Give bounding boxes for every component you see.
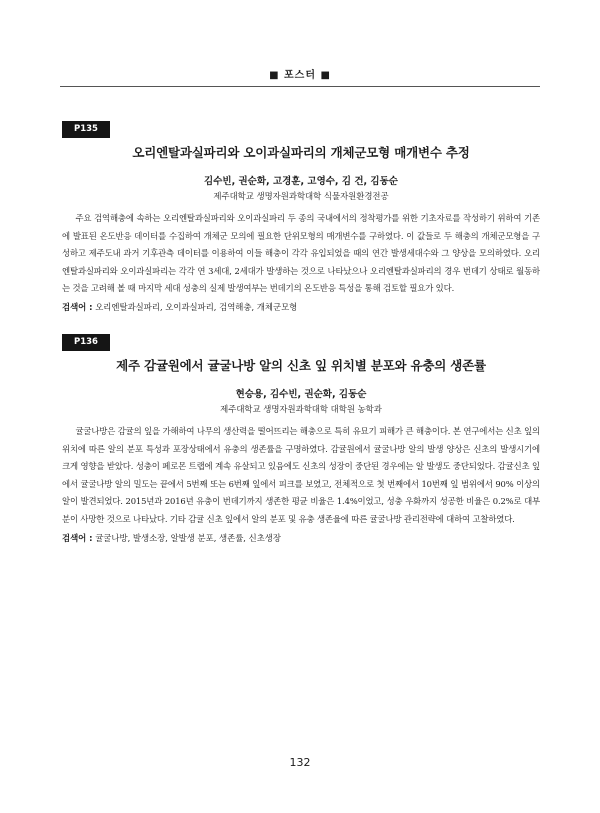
abstract-body: 주요 검역해충에 속하는 오리엔탈과실파리와 오이과실파리 두 종의 국내에서의 정착평가를 위한 기초자료를 작성하기 위하여 기존에 발표된 온도반응 데이터를 수집하여 개체군 모의에 필요한 단위모형의 매개변수를 구하였다. 이 값들로 두 해충의 개체군모형을 구성하고 제주도내 과거 기후관측 데이터를 이용하여 이들 해충이 각각 유입되었을 때의 연간 발생세대수와 그 양상을 모의하였다. 오리엔탈과실파리와 오이과실파리는 각각 연 3세대, 2세대가 발생하는 것으로 나타났으나 오리엔탈과실파리의 경우 번데기 상태로 월동하는 것을 고려해 볼 때 마지막 세대 성충의 실제 발생여부는 번데기의 온도반응 특성을 통해 검토할 필요가 있다. (62, 213, 540, 294)
abstract-p136 (62, 329, 540, 547)
header-divider (60, 86, 540, 87)
abstract-keywords (62, 299, 540, 317)
keywords-label: 검색어 : (62, 301, 93, 312)
abstract-body: 귤굴나방은 감귤의 잎을 가해하여 나무의 생산력을 떨어뜨리는 해충으로 특히 유묘기 피해가 큰 해충이다. 본 연구에서는 신초 잎의 위치에 따른 알의 분포 특성과 포장상태에서 유충의 생존률을 구명하였다. 감귤원에서 귤굴나방 알의 발생 양상은 신초의 발생시기에 크게 영향을 받았다. 성충이 페로몬 트랩에 계속 유살되고 있음에도 신초의 성장이 중단된 경우에는 알 발생도 중단되었다. 감귤신초 잎에서 귤굴나방 알의 밀도는 끝에서 5번째 또는 6번째 잎에서 피크를 보였고, 전체적으로 첫 번째에서 10번째 잎 범위에서 90% 이상의 알이 발견되었다. 2015년과 2016년 유충이 번데기까지 생존한 평균 비율은 1.4%이었고, 성충 우화까지 성공한 비율은 0.2%로 대부분이 사망한 것으로 나타났다. 기타 감귤 신초 잎에서 알의 분포 및 유충 생존율에 따른 귤굴나방 관리전략에 대하여 고찰하였다. (62, 426, 540, 524)
section-header: ■ 포스터 ■ (269, 70, 331, 81)
abstract-id-badge: P135 (62, 121, 110, 138)
abstract-affiliation: 제주대학교 생명자원과학대학 대학원 농학과 (220, 404, 382, 414)
abstract-title: 제주 감귤원에서 귤굴나방 알의 신초 잎 위치별 분포와 유충의 생존률 (116, 358, 486, 373)
keywords-list: 오리엔탈과실파리, 오이과실파리, 검역해충, 개체군모형 (95, 301, 298, 312)
abstract-authors: 김수빈, 권순화, 고경훈, 고영수, 김 건, 김동순 (204, 176, 398, 187)
keywords-list: 귤굴나방, 발생소장, 알발생 분포, 생존률, 신초생장 (95, 532, 281, 543)
abstract-affiliation: 제주대학교 생명자원과학대학 식물자원환경전공 (213, 191, 389, 201)
keywords-label: 검색어 : (62, 532, 93, 543)
abstract-title: 오리엔탈과실파리와 오이과실파리의 개체군모형 매개변수 추정 (132, 145, 470, 160)
abstract-authors: 현승용, 김수빈, 권순화, 김동순 (235, 389, 367, 400)
abstract-id-badge: P136 (62, 334, 110, 351)
page-number: 132 (289, 756, 311, 769)
abstract-keywords (62, 530, 540, 548)
abstract-p135 (62, 116, 540, 317)
